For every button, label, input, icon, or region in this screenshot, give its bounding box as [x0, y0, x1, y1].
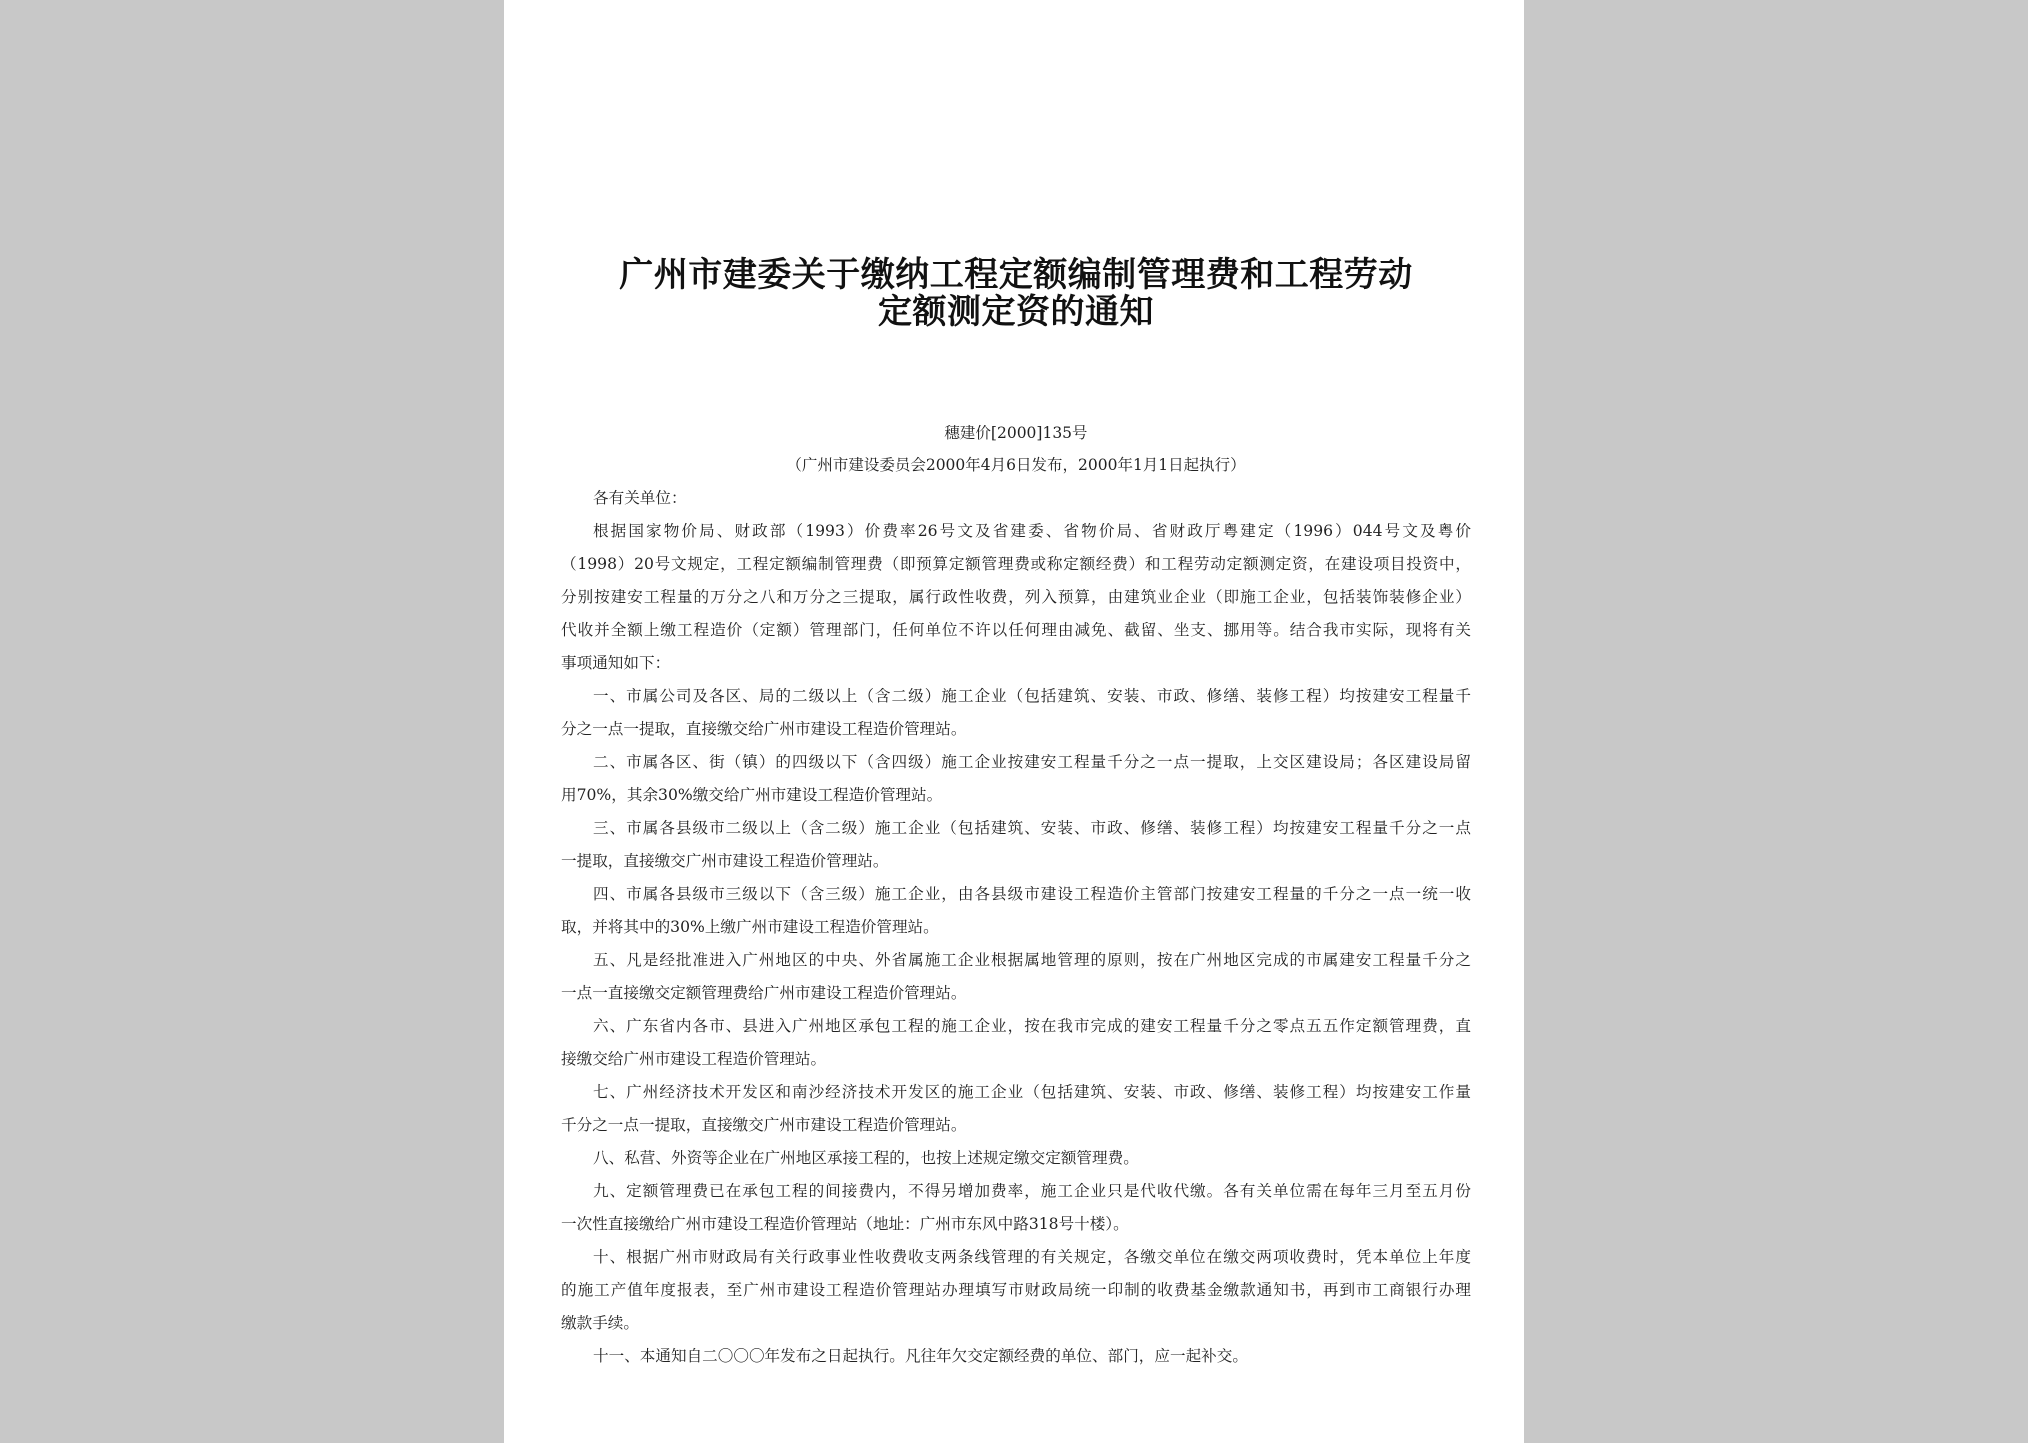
body-line: 一点一直接缴交定额管理费给广州市建设工程造价管理站。	[561, 984, 967, 1002]
title-line: 广州市建委关于缴纳工程定额编制管理费和工程劳动	[619, 255, 1413, 295]
body-line: 分别按建安工程量的万分之八和万分之三提取，属行政性收费，列入预算，由建筑业企业（即施工企业，包括装饰装修企业）	[561, 588, 1471, 606]
body-line: 的施工产值年度报表，至广州市建设工程造价管理站办理填写市财政局统一印制的收费基金缴款通知书，再到市工商银行办理	[561, 1281, 1471, 1299]
title-line: 定额测定资的通知	[878, 292, 1154, 332]
document-page	[504, 0, 1524, 1443]
body-line: 千分之一点一提取，直接缴交广州市建设工程造价管理站。	[561, 1116, 967, 1134]
body-line: 分之一点一提取，直接缴交给广州市建设工程造价管理站。	[561, 720, 967, 738]
body-line: 接缴交给广州市建设工程造价管理站。	[561, 1050, 827, 1068]
body-line: 四、市属各县级市三级以下（含三级）施工企业，由各县级市建设工程造价主管部门按建安工程量的千分之一点一统一收	[593, 885, 1471, 903]
body-line: 一提取，直接缴交广州市建设工程造价管理站。	[561, 852, 889, 870]
body-line: 二、市属各区、街（镇）的四级以下（含四级）施工企业按建安工程量千分之一点一提取，上交区建设局；各区建设局留	[593, 753, 1471, 771]
body-line: 九、定额管理费已在承包工程的间接费内，不得另增加费率，施工企业只是代收代缴。各有关单位需在每年三月至五月份	[593, 1182, 1471, 1200]
body-line: 缴款手续。	[561, 1314, 639, 1332]
body-line: 根据国家物价局、财政部（1993）价费率26号文及省建委、省物价局、省财政厅粤建定（1996）044号文及粤价	[593, 522, 1471, 540]
body-line: 三、市属各县级市二级以上（含二级）施工企业（包括建筑、安装、市政、修缮、装修工程）均按建安工程量千分之一点	[593, 819, 1471, 837]
body-line: 五、凡是经批准进入广州地区的中央、外省属施工企业根据属地管理的原则，按在广州地区完成的市属建安工程量千分之	[593, 951, 1471, 969]
body-line: 六、广东省内各市、县进入广州地区承包工程的施工企业，按在我市完成的建安工程量千分之零点五五作定额管理费，直	[593, 1017, 1471, 1035]
body-line: 十、根据广州市财政局有关行政事业性收费收支两条线管理的有关规定，各缴交单位在缴交两项收费时，凭本单位上年度	[593, 1248, 1471, 1266]
body-line: 代收并全额上缴工程造价（定额）管理部门，任何单位不许以任何理由减免、截留、坐支、挪用等。结合我市实际，现将有关	[561, 621, 1471, 639]
document-title	[561, 257, 1471, 331]
body-line: 一次性直接缴给广州市建设工程造价管理站（地址：广州市东风中路318号十楼）。	[561, 1215, 1129, 1233]
document-body	[561, 483, 1471, 1374]
document-number: 穗建价[2000]135号	[944, 424, 1088, 442]
body-line: （1998）20号文规定，工程定额编制管理费（即预算定额管理费或称定额经费）和工程劳动定额测定资，在建设项目投资中，	[561, 555, 1471, 573]
body-line: 一、市属公司及各区、局的二级以上（含二级）施工企业（包括建筑、安装、市政、修缮、装修工程）均按建安工程量千	[593, 687, 1471, 705]
body-line: 七、广州经济技术开发区和南沙经济技术开发区的施工企业（包括建筑、安装、市政、修缮、装修工程）均按建安工作量	[593, 1083, 1471, 1101]
salutation: 各有关单位：	[593, 489, 687, 507]
body-line: 事项通知如下：	[561, 654, 671, 672]
issue-note: （广州市建设委员会2000年4月6日发布，2000年1月1日起执行）	[786, 456, 1246, 474]
body-lines	[561, 516, 1471, 1374]
body-line: 用70%，其余30%缴交给广州市建设工程造价管理站。	[561, 786, 943, 804]
body-line: 取，并将其中的30%上缴广州市建设工程造价管理站。	[561, 918, 939, 936]
body-line: 十一、本通知自二〇〇〇年发布之日起执行。凡往年欠交定额经费的单位、部门，应一起补交。	[593, 1347, 1248, 1365]
body-line: 八、私营、外资等企业在广州地区承接工程的，也按上述规定缴交定额管理费。	[593, 1149, 1139, 1167]
